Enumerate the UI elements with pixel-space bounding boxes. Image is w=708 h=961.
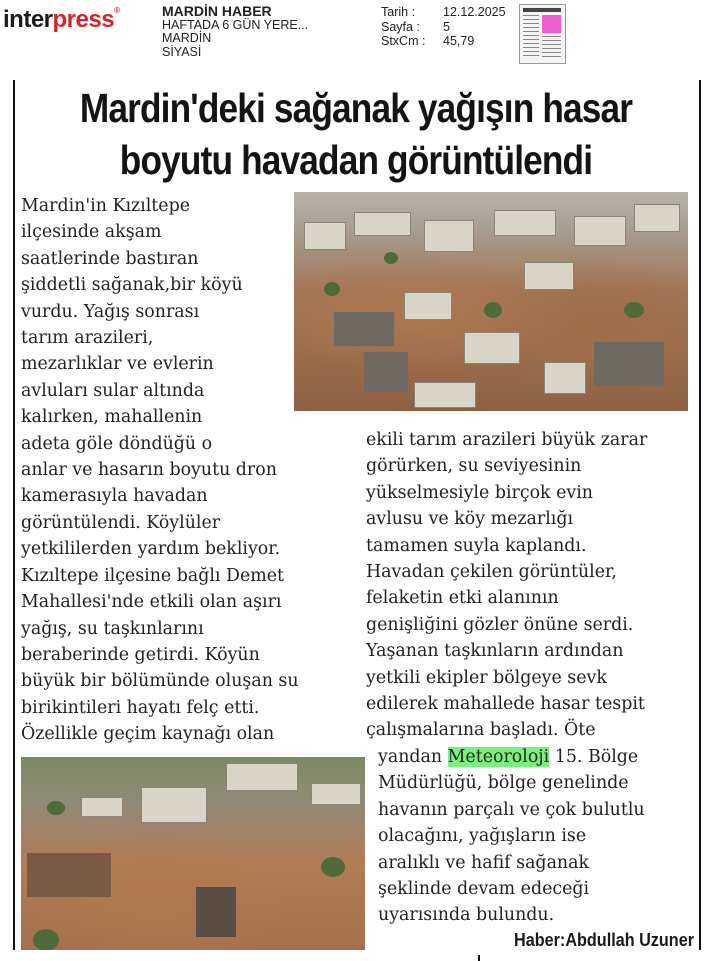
frame-left: [13, 80, 15, 950]
article-line: şeklinde devam edeceği: [378, 878, 590, 899]
clip-stat-row: [381, 34, 506, 49]
article-line: avlusu ve köy mezarlığı: [366, 509, 574, 530]
article-line: kalırken, mahallenin: [21, 407, 203, 428]
article-line: avluları sular altında: [21, 380, 205, 401]
article-line: genişliğini gözler önüne serdi.: [366, 614, 634, 635]
article-line: kamerasıyla havadan: [21, 486, 208, 507]
headline-line: boyutu havadan görüntülendi: [119, 137, 593, 183]
article-line: yetkililerden yardım bekliyor.: [21, 539, 281, 560]
article-line: beraberinde getirdi. Köyün: [21, 644, 260, 665]
article-line: felaketin etki alanının: [366, 588, 559, 609]
interpress-logo: interpress®: [3, 6, 120, 33]
article-byline: Haber:Abdullah Uzuner: [513, 930, 694, 950]
article-line: yağış, su taşkınlarını: [21, 618, 204, 639]
article-line: uyarısında bulundu.: [378, 905, 555, 926]
clip-stat-value: 5: [443, 19, 450, 34]
article-line: saatlerinde bastıran: [21, 248, 199, 269]
article-column-1: [21, 193, 299, 748]
headline-line: Mardin'deki sağanak yağışın hasar: [79, 85, 633, 131]
clip-stat-key: Sayfa :: [381, 19, 420, 34]
article-line: yandan Meteoroloji 15. Bölge: [378, 746, 639, 767]
clip-stat-row: [381, 5, 506, 20]
article-line: Havadan çekilen görüntüler,: [366, 562, 617, 583]
article-line: görüntülendi. Köylüler: [21, 512, 221, 533]
article-line: olacağını, yağışların ise: [378, 826, 587, 847]
article-line: adeta göle döndüğü o: [21, 433, 213, 454]
highlighted-keyword: Meteoroloji: [447, 746, 550, 767]
article-line: büyük bir bölümünde oluşan su: [21, 671, 299, 692]
article-line: mezarlıklar ve evlerin: [21, 354, 214, 375]
article-line: Yaşanan taşkınların ardından: [366, 641, 624, 662]
publication-frequency: HAFTADA 6 GÜN YERE...: [162, 17, 309, 32]
article-line: ilçesinde akşam: [21, 222, 162, 243]
article-line: edilerek mahallede hasar tespit: [366, 694, 645, 715]
article-line: görürken, su seviyesinin: [366, 456, 582, 477]
article-line: Mardin'in Kızıltepe: [21, 196, 190, 216]
article-line: yükselmesiyle birçok evin: [366, 482, 593, 503]
article-line: birikintileri hayatı felç etti.: [21, 697, 260, 718]
clip-stat-value: 12.12.2025: [443, 5, 506, 19]
article-line: çalışmalarına başladı. Öte: [366, 720, 596, 741]
clip-stats: [381, 5, 506, 49]
frame-right: [699, 80, 701, 950]
article-line: tarım arazileri,: [21, 328, 154, 349]
article-line: ekili tarım arazileri büyük zarar: [366, 430, 648, 450]
article-line: vurdu. Yağış sonrası: [21, 301, 200, 322]
article-headline: [64, 82, 649, 186]
clip-stat-key: StxCm :: [381, 34, 426, 48]
article-line: Özellikle geçim kaynağı olan: [21, 724, 275, 745]
frame-tick: [478, 955, 480, 961]
publication-meta: [162, 5, 308, 59]
article-line: Müdürlüğü, bölge genelinde: [378, 773, 629, 794]
clip-stat-key: Tarih :: [381, 5, 416, 19]
page-thumbnail[interactable]: [519, 4, 566, 64]
flood-aerial-photo-1: [294, 192, 688, 411]
publication-name: MARDİN HABER: [162, 3, 272, 19]
clipping-header: [0, 0, 708, 70]
publication-city: MARDİN: [162, 31, 212, 45]
clip-stat-row: [381, 20, 506, 35]
article-line: Kızıltepe ilçesine bağlı Demet: [21, 565, 285, 586]
flood-aerial-photo-2: [21, 757, 365, 950]
article-column-2: [366, 427, 647, 929]
clip-stat-value: 45,79: [443, 34, 475, 48]
article-line: yetkili ekipler bölgeye sevk: [366, 667, 607, 688]
article-line: aralıklı ve hafif sağanak: [378, 852, 590, 873]
article-line: şiddetli sağanak,bir köyü: [21, 275, 243, 296]
article-line: havanın parçalı ve çok bulutlu: [378, 799, 645, 820]
publication-category: SİYASİ: [162, 44, 202, 59]
article-line: anlar ve hasarın boyutu dron: [21, 460, 277, 481]
article-line: Mahallesi'nde etkili olan aşırı: [21, 592, 282, 613]
article-line: tamamen suyla kaplandı.: [366, 535, 587, 556]
